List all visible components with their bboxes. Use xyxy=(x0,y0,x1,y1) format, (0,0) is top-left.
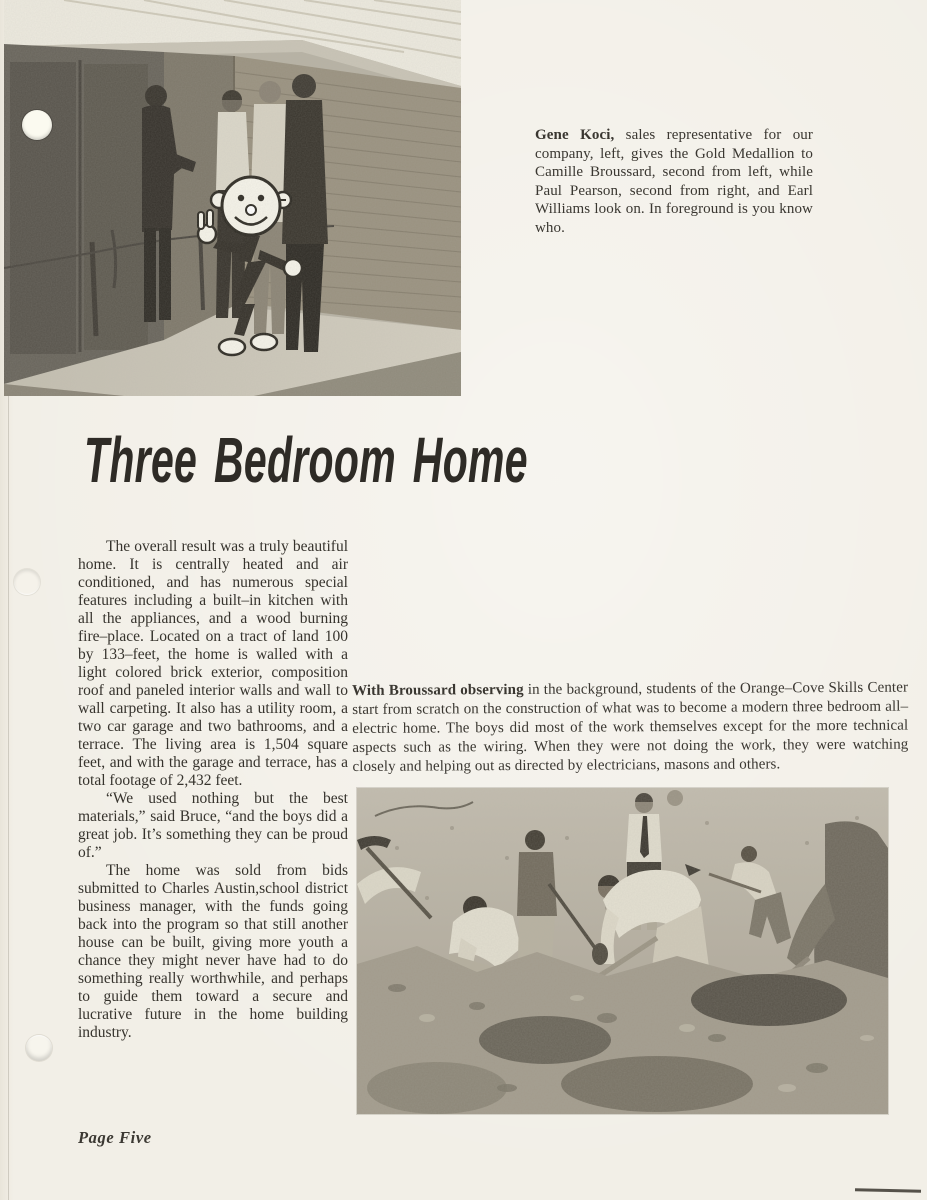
ceremony-photo-art xyxy=(4,0,461,396)
construction-photo xyxy=(357,788,888,1114)
article-paragraph-2: “We used nothing but the best materials,” said Bruce, “and the boys did a great job. It’s something they can be proud of.” xyxy=(78,790,348,861)
photo-caption-broussard xyxy=(352,679,909,777)
article-paragraph-1: The overall result was a truly beautiful home. It is centrally heated and air conditioned, and has numerous special features including a built–in kitchen with all the appliances, and a wood burning fire–place. Located on a tract of land 100 by 133–feet, the home is walled with a light colored brick exterior, composition roof and paneled interior walls and wall to wall carpeting. It also has a utility room, a two car garage and two bathrooms, and a terrace. The living area is 1,504 square feet, and with the garage and terrace, has a total footage of 2,432 feet. xyxy=(78,538,348,789)
caption-text: sales representative for our company, left, gives the Gold Medallion to Camille Broussard, second from left, while Paul Pearson, second from right, and Earl Williams look on. In foreground is you know who. xyxy=(535,127,813,236)
punch-hole-top xyxy=(22,110,52,140)
ceremony-photo xyxy=(4,0,461,396)
page-headline: Three Bedroom Home xyxy=(84,424,528,496)
article-paragraph-3: The home was sold from bids submitted to Charles Austin,school district business manager, with the funds going back into the program so that still another house can be built, giving more youth a chance they might never have had to do something really worthwhile, and perhaps to guide them toward a secure and lucrative future in the home building industry. xyxy=(78,862,348,1041)
caption-lead: Gene Koci, xyxy=(535,127,615,143)
punch-hole-middle xyxy=(14,569,40,595)
article-body xyxy=(78,538,348,1042)
caption-lead: With Broussard observing xyxy=(352,681,524,699)
construction-photo-art xyxy=(357,788,888,1114)
caption-text: in the background, students of the Orange–Cove Skills Center start from scratch on the construction of what was to become a modern three bedroom all–electric home. The boys did most of the work themselves except for the more technical aspects such as the wiring. When they were not doing the work, they were watching closely and helping out as directed by electricians, masons and others. xyxy=(352,679,909,775)
scan-artifact-line xyxy=(855,1188,921,1192)
punch-hole-bottom xyxy=(26,1035,52,1061)
page-number: Page Five xyxy=(78,1128,152,1147)
photo-caption-gene-koci xyxy=(535,126,813,238)
